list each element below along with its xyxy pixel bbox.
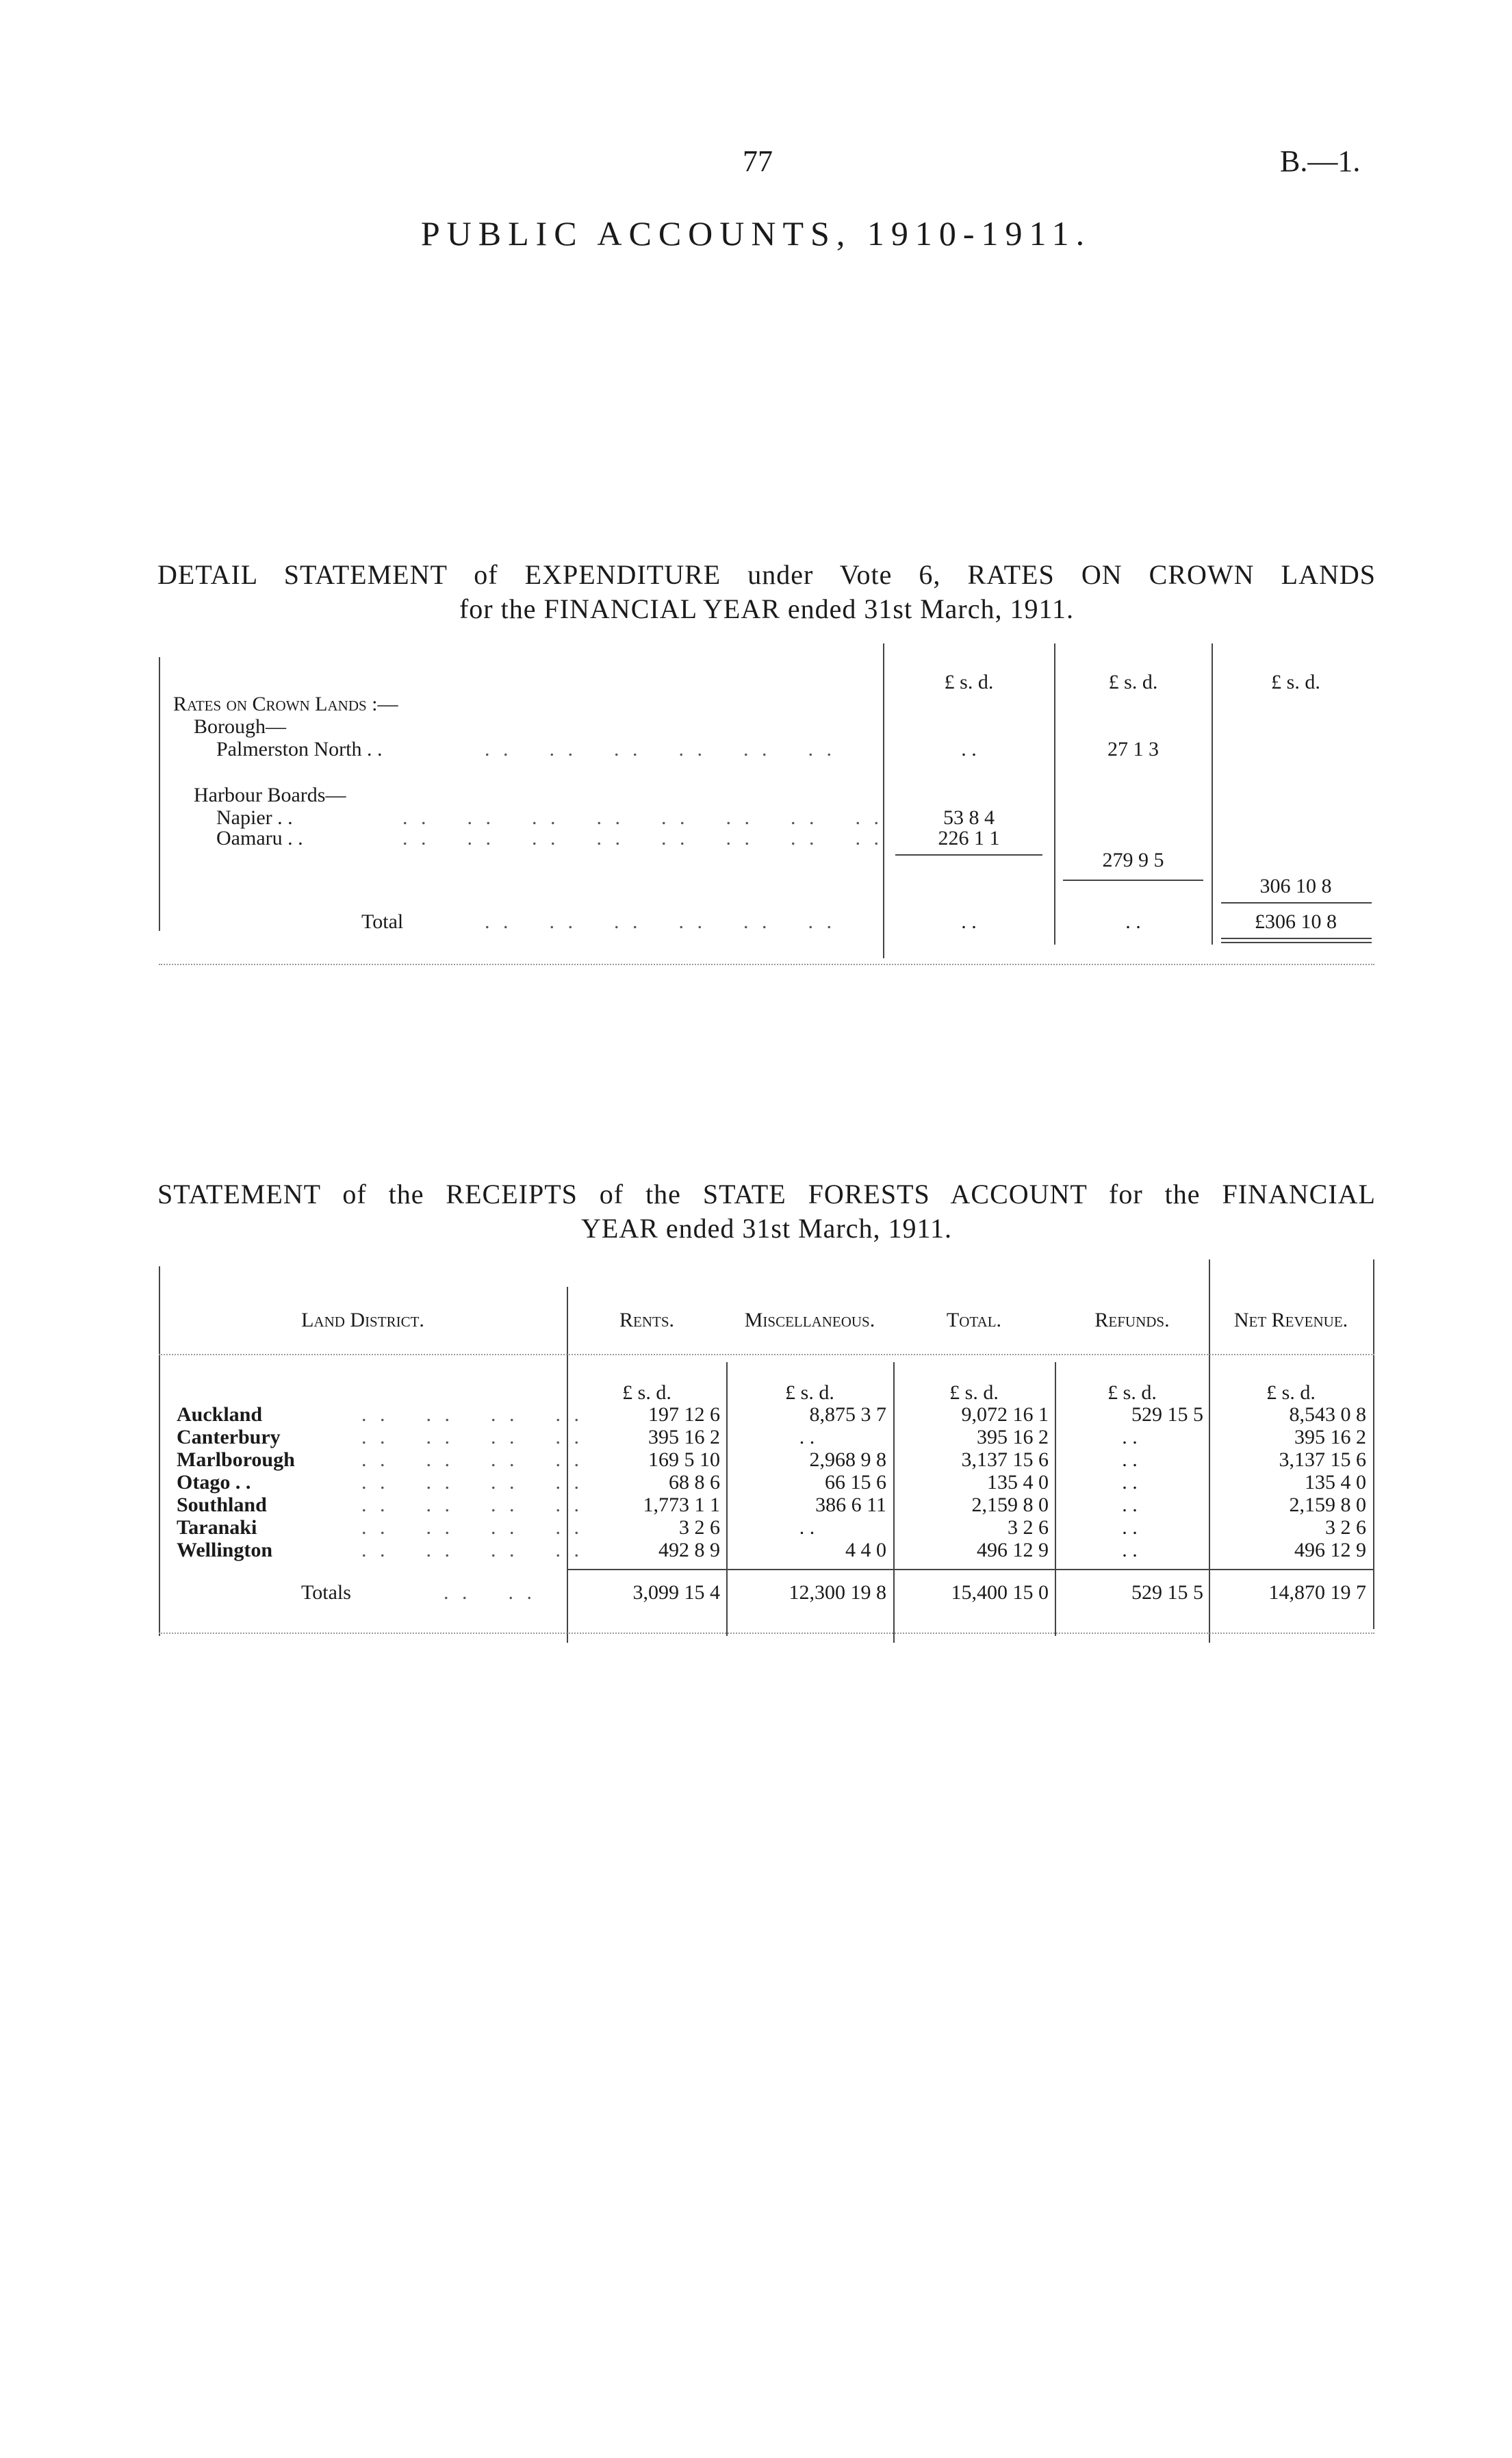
currency-header: £ s. d. [949, 1381, 999, 1404]
total-col2: . . [1125, 910, 1141, 933]
currency-header: £ s. d. [622, 1381, 671, 1404]
title-line-1: DETAIL STATEMENT of EXPENDITURE under Vote 6, RATES ON CROWN LANDS [157, 559, 1376, 590]
rents-cell: 68 8 6 [669, 1471, 720, 1494]
net-revenue-cell: 8,543 0 8 [1289, 1403, 1366, 1426]
grand-total: £306 10 8 [1255, 910, 1337, 933]
misc-cell: 8,875 3 7 [809, 1403, 886, 1426]
leader-dots: . . . . . . . . . . . . . . . . [402, 806, 883, 829]
row-label-napier: Napier . . [216, 806, 293, 829]
table-border-right [1373, 1259, 1374, 1629]
total-rule [1221, 902, 1372, 904]
leader-dots: . . . . . . . . . . . . . . . . [402, 827, 883, 849]
harbour-subtotal: 279 9 5 [1102, 849, 1164, 871]
totals-rule [568, 1569, 1373, 1570]
leader-dots: . . . . [444, 1581, 536, 1604]
leader-dots: . . . . . . . . [361, 1403, 583, 1426]
column-header-total: Total. [946, 1309, 1002, 1331]
column-rule [1212, 643, 1213, 945]
totals-label: Totals [301, 1581, 351, 1604]
row-label-palmerston: Palmerston North . . [216, 738, 383, 760]
row-label-oamaru: Oamaru . . [216, 827, 303, 849]
totals-misc: 12,300 19 8 [789, 1581, 886, 1604]
column-header-net-revenue: Net Revenue. [1233, 1309, 1348, 1331]
page-title: PUBLIC ACCOUNTS, 1910-1911. [420, 214, 1092, 253]
rents-cell: 395 16 2 [648, 1426, 720, 1448]
total-cell: 3,137 15 6 [961, 1448, 1049, 1471]
totals-refunds: 529 15 5 [1131, 1581, 1203, 1604]
net-revenue-cell: 395 16 2 [1294, 1426, 1366, 1448]
leader-dots: . . . . . . . . [361, 1494, 583, 1516]
header-rule [159, 1354, 1374, 1355]
total-cell: 496 12 9 [977, 1539, 1049, 1561]
misc-cell: . . [799, 1426, 815, 1448]
district-cell: Otago . . [177, 1471, 251, 1494]
table-bottom-rule [159, 1633, 1374, 1634]
rates-heading: Rates on Crown Lands :— [173, 693, 398, 715]
currency-header: £ s. d. [1108, 671, 1158, 693]
receipts-table [156, 1259, 1376, 1643]
misc-cell: 4 4 0 [845, 1539, 886, 1561]
document-reference: B.—1. [1280, 144, 1361, 178]
currency-header: £ s. d. [785, 1381, 834, 1404]
total-rule [1221, 938, 1372, 939]
column-rule [883, 643, 884, 958]
district-cell: Southland [177, 1494, 267, 1516]
net-revenue-cell: 496 12 9 [1294, 1539, 1366, 1561]
currency-header: £ s. d. [1107, 1381, 1157, 1404]
leader-dots: . . . . . . . . . . . . [485, 910, 836, 933]
net-revenue-cell: 3,137 15 6 [1279, 1448, 1366, 1471]
receipts-statement-title [157, 1177, 1376, 1246]
palmerston-col1: . . [961, 738, 977, 760]
leader-dots: . . . . . . . . . . . . [485, 738, 836, 760]
misc-cell: 66 15 6 [825, 1471, 886, 1494]
napier-amount: 53 8 4 [943, 806, 995, 829]
district-cell: Wellington [177, 1539, 273, 1561]
total-cell: 135 4 0 [987, 1471, 1049, 1494]
title-line-1: STATEMENT of the RECEIPTS of the STATE FORESTS ACCOUNT for the FINANCIAL [157, 1179, 1376, 1209]
rents-cell: 197 12 6 [648, 1403, 720, 1426]
totals-total: 15,400 15 0 [951, 1581, 1049, 1604]
total-cell: 395 16 2 [977, 1426, 1049, 1448]
column-header-refunds: Refunds. [1094, 1309, 1170, 1331]
refunds-cell: . . [1122, 1494, 1138, 1516]
total-label: Total [361, 910, 404, 933]
expenditure-statement-title [157, 558, 1376, 626]
misc-cell: 2,968 9 8 [809, 1448, 886, 1471]
column-header-land-district: Land District. [301, 1309, 424, 1331]
title-line-2: YEAR ended 31st March, 1911. [581, 1213, 952, 1244]
total-cell: 9,072 16 1 [961, 1403, 1049, 1426]
rents-cell: 3 2 6 [679, 1516, 720, 1539]
table-border-left [159, 657, 160, 931]
district-cell: Marlborough [177, 1448, 295, 1471]
column-rule [1054, 643, 1055, 945]
oamaru-amount: 226 1 1 [938, 827, 1000, 849]
harbour-boards-label: Harbour Boards— [194, 784, 346, 806]
leader-dots: . . . . . . . . [361, 1448, 583, 1471]
total-cell: 2,159 8 0 [971, 1494, 1049, 1516]
rents-cell: 1,773 1 1 [643, 1494, 720, 1516]
refunds-cell: . . [1122, 1471, 1138, 1494]
leader-dots: . . . . . . . . [361, 1539, 583, 1561]
column-header-rents: Rents. [619, 1309, 674, 1331]
palmerston-amount: 27 1 3 [1107, 738, 1159, 760]
total-cell: 3 2 6 [1008, 1516, 1049, 1539]
net-revenue-cell: 135 4 0 [1305, 1471, 1366, 1494]
subtotal-rule [1063, 880, 1203, 881]
totals-net-revenue: 14,870 19 7 [1268, 1581, 1366, 1604]
leader-dots: . . . . . . . . [361, 1471, 583, 1494]
borough-label: Borough— [194, 715, 286, 738]
table-bottom-rule [159, 964, 1374, 965]
totals-rents: 3,099 15 4 [632, 1581, 720, 1604]
column-header-miscellaneous: Miscellaneous. [744, 1309, 875, 1331]
rents-cell: 169 5 10 [648, 1448, 720, 1471]
district-cell: Taranaki [177, 1516, 257, 1539]
rents-cell: 492 8 9 [658, 1539, 720, 1561]
section-subtotal: 306 10 8 [1259, 875, 1332, 897]
net-revenue-cell: 2,159 8 0 [1289, 1494, 1366, 1516]
total-rule [1221, 942, 1372, 943]
district-cell: Canterbury [177, 1426, 281, 1448]
page-number: 77 [743, 144, 773, 178]
currency-header: £ s. d. [1266, 1381, 1316, 1404]
misc-cell: . . [799, 1516, 815, 1539]
net-revenue-cell: 3 2 6 [1325, 1516, 1366, 1539]
total-col1: . . [961, 910, 977, 933]
subtotal-rule [895, 854, 1042, 856]
title-line-2: for the FINANCIAL YEAR ended 31st March, 1911. [459, 593, 1075, 624]
refunds-cell: . . [1122, 1448, 1138, 1471]
district-cell: Auckland [177, 1403, 263, 1426]
refunds-cell: . . [1122, 1539, 1138, 1561]
refunds-cell: . . [1122, 1426, 1138, 1448]
leader-dots: . . . . . . . . [361, 1426, 583, 1448]
currency-header: £ s. d. [1271, 671, 1320, 693]
refunds-cell: . . [1122, 1516, 1138, 1539]
expenditure-table [156, 643, 1376, 972]
currency-header: £ s. d. [944, 671, 994, 693]
leader-dots: . . . . . . . . [361, 1516, 583, 1539]
misc-cell: 386 6 11 [815, 1494, 886, 1516]
refunds-cell: 529 15 5 [1131, 1403, 1203, 1426]
